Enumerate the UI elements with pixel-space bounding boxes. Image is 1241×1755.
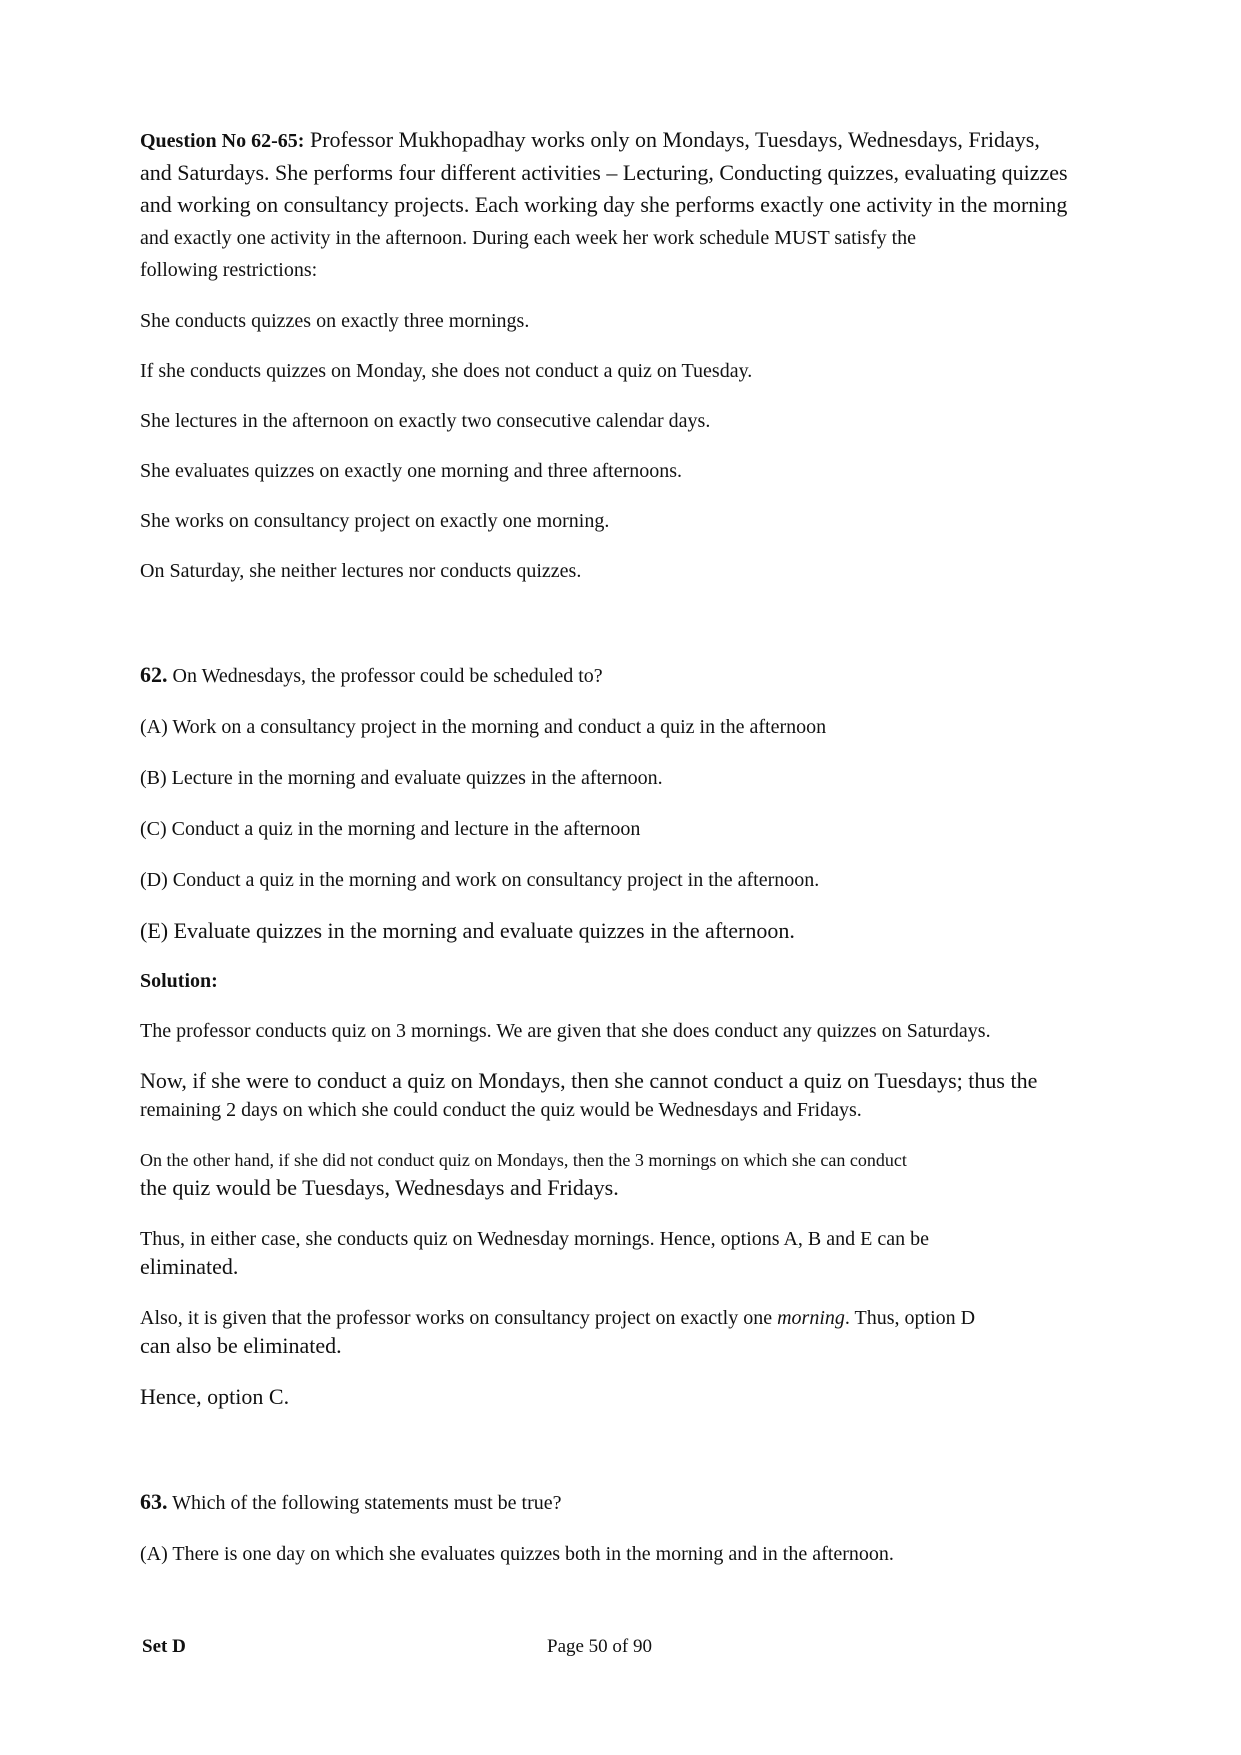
solution-paragraph-4-line-1: Thus, in either case, she conducts quiz on Wednesday mornings. Hence, options A, B and E can be: [140, 1228, 929, 1250]
solution-paragraph-5-emphasis: morning: [777, 1307, 845, 1329]
restriction-item: She works on consultancy project on exactly one morning.: [140, 510, 610, 532]
solution-paragraph-5: [140, 1304, 1205, 1361]
restriction-item: She conducts quizzes on exactly three mornings.: [140, 310, 530, 332]
intro-line-5: following restrictions:: [140, 259, 318, 281]
solution-paragraph-3: [140, 1146, 1205, 1203]
question-63-heading: [140, 1488, 1205, 1517]
solution-paragraph-4: [140, 1225, 1205, 1282]
footer-page-number: Page 50 of 90: [547, 1636, 653, 1657]
restriction-item: If she conducts quizzes on Monday, she does not conduct a quiz on Tuesday.: [140, 360, 753, 382]
question-62-option-b: (B) Lecture in the morning and evaluate quizzes in the afternoon.: [140, 767, 663, 789]
question-63-option-a: (A) There is one day on which she evaluates quizzes both in the morning and in the afternoon.: [140, 1543, 894, 1565]
question-62-option-d: (D) Conduct a quiz in the morning and work on consultancy project in the afternoon.: [140, 869, 820, 891]
solution-paragraph-5-post: . Thus, option D: [844, 1307, 976, 1329]
restrictions-list: [140, 307, 1205, 585]
question-62-text: On Wednesdays, the professor could be scheduled to?: [167, 665, 603, 687]
solution-paragraph-5-pre: Also, it is given that the professor works on consultancy project on exactly one: [140, 1307, 778, 1329]
solution-paragraph-3-line-2: the quiz would be Tuesdays, Wednesdays and Fridays.: [140, 1175, 619, 1200]
solution-answer: Hence, option C.: [140, 1384, 290, 1409]
solution-paragraph-2-line-1: Now, if she were to conduct a quiz on Mondays, then she cannot conduct a quiz on Tuesdays; thus the: [140, 1068, 1038, 1093]
solution-paragraph-1: The professor conducts quiz on 3 mornings. We are given that she does conduct any quizzes on Saturdays.: [140, 1020, 991, 1042]
intro-heading: Question No 62-65:: [140, 130, 305, 152]
restriction-item: On Saturday, she neither lectures nor conducts quizzes.: [140, 560, 582, 582]
intro-line-2: and Saturdays. She performs four different activities – Lecturing, Conducting quizzes, evaluating quizzes: [140, 160, 1068, 185]
question-62-option-c: (C) Conduct a quiz in the morning and lecture in the afternoon: [140, 818, 641, 840]
restriction-item: She evaluates quizzes on exactly one morning and three afternoons.: [140, 460, 683, 482]
question-63-number: 63.: [140, 1489, 168, 1514]
intro-line-4: and exactly one activity in the afternoon. During each week her work schedule MUST satisfy the: [140, 227, 917, 249]
solution-paragraph-4-line-2: eliminated.: [140, 1254, 239, 1279]
solution-paragraph-2: [140, 1067, 1205, 1124]
solution-paragraph-5-line-2: can also be eliminated.: [140, 1333, 342, 1358]
restriction-item: She lectures in the afternoon on exactly two consecutive calendar days.: [140, 410, 711, 432]
footer-set-label: Set D: [142, 1636, 186, 1657]
solution-paragraph-2-line-2: remaining 2 days on which she could conduct the quiz would be Wednesdays and Fridays.: [140, 1099, 862, 1121]
solution-label: Solution:: [140, 970, 218, 992]
question-62-heading: [140, 661, 1205, 690]
question-63-text: Which of the following statements must be true?: [167, 1492, 562, 1514]
intro-line-3: and working on consultancy projects. Each working day she performs exactly one activity in the morning: [140, 192, 1068, 217]
intro-line-1: Professor Mukhopadhay works only on Mondays, Tuesdays, Wednesdays, Fridays,: [304, 127, 1040, 152]
page-content: [140, 124, 1205, 1568]
question-62-option-e: (E) Evaluate quizzes in the morning and evaluate quizzes in the afternoon.: [140, 918, 795, 943]
solution-conclusion: [140, 1383, 1205, 1412]
question-62-number: 62.: [140, 662, 168, 687]
solution-paragraph-3-line-1: On the other hand, if she did not conduct quiz on Mondays, then the 3 mornings on which she can conduct: [140, 1150, 907, 1170]
question-62-option-a: (A) Work on a consultancy project in the morning and conduct a quiz in the afternoon: [140, 716, 827, 738]
intro-paragraph: [140, 124, 1205, 285]
